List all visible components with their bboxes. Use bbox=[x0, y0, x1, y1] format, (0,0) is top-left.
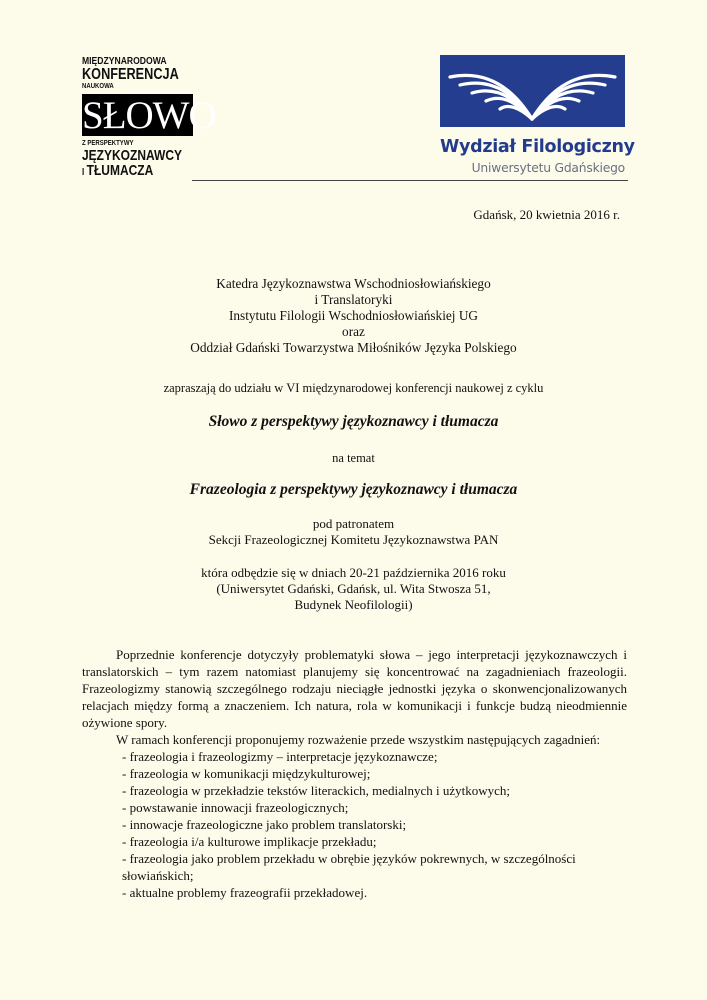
open-book-logo-graphic bbox=[440, 55, 625, 127]
date-venue-line: (Uniwersytet Gdański, Gdańsk, ul. Wita Stwosza 51, bbox=[216, 581, 491, 596]
conference-logo bbox=[82, 56, 216, 181]
organizer-line: oraz bbox=[342, 324, 365, 339]
header-divider bbox=[192, 180, 628, 181]
date-venue-line: która odbędzie się w dniach 20-21 października 2016 roku bbox=[201, 565, 506, 580]
series-title: Słowo z perspektywy językoznawcy i tłumacza bbox=[208, 413, 499, 430]
list-item: - frazeologia w komunikacji międzykulturowej; bbox=[122, 766, 371, 781]
organizer-line: i Translatoryki bbox=[314, 292, 393, 307]
list-item: - frazeologia i frazeologizmy – interpretacje językoznawcze; bbox=[122, 749, 438, 764]
list-item: - powstawanie innowacji frazeologicznych; bbox=[122, 800, 349, 815]
organizers-block bbox=[0, 276, 707, 356]
logo-line-3: NAUKOWA bbox=[82, 83, 114, 90]
patronage-line: Sekcji Frazeologicznej Komitetu Językoznawstwa PAN bbox=[208, 532, 499, 547]
organizer-line: Katedra Językoznawstwa Wschodniosłowiańskiego bbox=[216, 276, 491, 291]
list-item: - frazeologia jako problem przekładu w obrębie języków pokrewnych, w szczególności słowiańskich; bbox=[122, 851, 576, 883]
logo-line-7 bbox=[82, 163, 174, 181]
on-topic-label: na temat bbox=[332, 451, 375, 465]
logo-line-7-text: TŁUMACZA bbox=[86, 162, 154, 179]
logo-line-5: Z PERSPEKTYWY bbox=[82, 140, 134, 147]
list-item: - aktualne problemy frazeografii przekładowej. bbox=[122, 885, 368, 900]
organizer-line: Instytutu Filologii Wschodniosłowiańskiej UG bbox=[228, 308, 479, 323]
logo-line-6: JĘZYKOZNAWCY bbox=[82, 147, 183, 164]
body-paragraph-1: Poprzednie konferencje dotyczyły problematyki słowa – jego interpretacji językoznawczych i translatorskich – tym razem natomiast planujemy się koncentrować na zagadnieniach frazeologii. Frazeologizmy stanowią szczególnego rodzaju nieciągłe jednostki języka o skonwencjonalizowanych relacjach między formą a znaczeniem. Ich natura, rola w komunikacji i funkcje budzą nieodmiennie ożywione spory. bbox=[82, 647, 627, 730]
date-venue-line: Budynek Neofilologii) bbox=[294, 597, 413, 612]
invitation-line: zapraszają do udziału w VI międzynarodowej konferencji naukowej z cyklu bbox=[163, 381, 544, 395]
faculty-name: Wydział Filologiczny bbox=[440, 137, 635, 157]
open-book-logo-icon bbox=[440, 55, 625, 127]
patronage-line: pod patronatem bbox=[312, 516, 395, 531]
logo-line-7-i: I bbox=[82, 167, 85, 178]
date-venue-block bbox=[0, 565, 707, 613]
letter-date: Gdańsk, 20 kwietnia 2016 r. bbox=[473, 207, 620, 222]
organizer-line: Oddział Gdański Towarzystwa Miłośników Języka Polskiego bbox=[190, 340, 517, 355]
university-name: Uniwersytetu Gdańskiego bbox=[471, 161, 625, 175]
logo-slowo-box: SŁOWO bbox=[82, 94, 216, 137]
logo-line-2: KONFERENCJA bbox=[82, 66, 179, 83]
body-paragraph-2: W ramach konferencji proponujemy rozważenie przede wszystkim następujących zagadnień: bbox=[116, 732, 601, 747]
letter-body bbox=[82, 646, 627, 901]
patronage-block bbox=[0, 516, 707, 548]
topics-list bbox=[82, 748, 627, 901]
logo-line-1: MIĘDZYNARODOWA bbox=[82, 56, 167, 67]
list-item: - frazeologia w przekładzie tekstów literackich, medialnych i użytkowych; bbox=[122, 783, 511, 798]
list-item: - frazeologia i/a kulturowe implikacje przekładu; bbox=[122, 834, 377, 849]
conference-title: Frazeologia z perspektywy językoznawcy i tłumacza bbox=[189, 481, 518, 498]
list-item: - innowacje frazeologiczne jako problem translatorski; bbox=[122, 817, 407, 832]
